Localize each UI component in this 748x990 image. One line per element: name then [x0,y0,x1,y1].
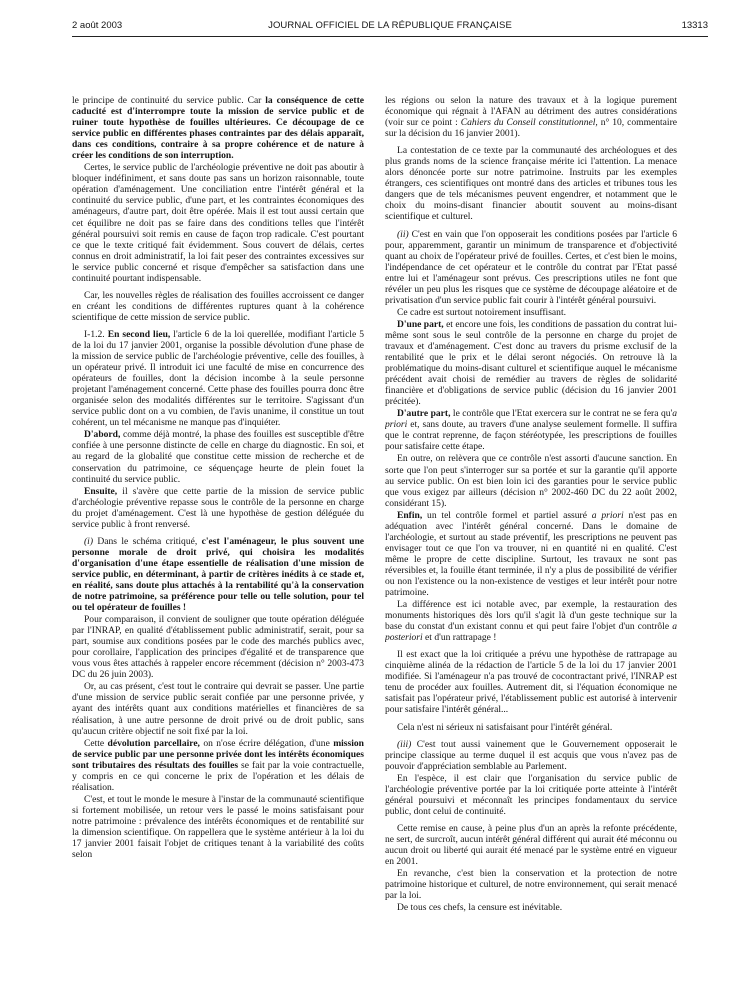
paragraph: Certes, le service public de l'archéologie préventive ne doit pas aboutir à bloquer indéfiniment, et sans doute pas sans un horizon raisonnable, toute opération d'aménagement. Une conciliation entre l'intérêt général et la continuité du service public, d'une part, et les contraintes économiques des aménageurs, d'autre part, doit être opérée. Mais il est tout aussi certain que cet équilibre ne doit pas se faire dans des conditions telles que l'intérêt général poursuivi soit remis en cause de façon trop radicale. C'est pourtant ce que le texte critiqué fait évidemment. Sous couvert de délais, certes connus en droit administratif, la loi fait peser des contraintes excessives sur le service public concerné et risque d'empêcher sa satisfaction dans une continuité pourtant indispensable. [72,162,364,284]
text-run: un tel contrôle formel et partiel assuré [422,509,592,521]
text-run: comme déjà montré, la phase des fouilles est susceptible d'être confiée à une personne distincte de celle en charge du diagnostic. En soi, et au regard de la globalité que constitue cette mission de recherche et de conservation du patrimoine, ce séquençage heurte de plein fouet la continuité du service public. [72,429,364,485]
paragraph [72,429,364,484]
paragraph: En revanche, c'est bien la conservation et la protection de notre patrimoine historique et culturel, de notre environnement, qui serait menacé par la loi. [385,868,677,902]
text-run: le principe de continuité du service public. Car [72,95,266,106]
left-column [72,95,364,985]
bold-text-run: c'est l'aménageur, le plus souvent une personne morale de droit privé, qui choisira les modalités d'organisation d'une étape essentielle de réalisation d'une mission de service public, en déterminant, à partir de critères inédits à ce stade et, en réalité, sans doute plus attachés à la rentabilité qu'à la conservation de notre patrimoine, sa préférence pour telle ou telle solution, pour tel ou tel opérateur de fouilles ! [72,535,364,614]
paragraph [385,510,677,598]
paragraph [385,739,677,772]
italic-text-run: a priori [385,408,677,431]
paragraph: Cette remise en cause, à peine plus d'un an après la refonte précédente, ne sert, de surcroît, aucun intérêt général différent qui aurait été méconnu ou aucun droit ou liberté qui aurait été menacé par le système entré en vigueur en 2001. [385,822,677,868]
text-run: et d'un rattrapage ! [422,632,497,644]
header-journal-title: JOURNAL OFFICIEL DE LA RÉPUBLIQUE FRANÇAISE [268,20,512,31]
header-rule [72,36,708,37]
paragraph [72,329,364,428]
text-run: C'est en vain que l'on opposerait les conditions posées par l'article 6 pour, apparemment, garantir un minimum de transparence et d'objectivité quant au choix de l'opérateur privé de fouilles. Certes, et c'est bien le moins, l'indépendance de cet opérateur et le contrôle du contrat par l'Etat passé entre lui et l'aménageur sont prévus. Ces prescriptions utiles ne font que révéler un peu plus les risques que ce système de découpage aléatoire et de privatisation d'un service public fait courir à l'intérêt général poursuivi. [385,228,677,306]
text-run: Cette [84,737,108,749]
paragraph [385,408,677,452]
bold-text-run: Enfin, [397,509,423,521]
paragraph [72,486,364,530]
italic-text-run: (i) [84,535,94,547]
paragraph: Ce cadre est surtout notoirement insuffisant. [397,306,566,318]
paragraph: Car, les nouvelles règles de réalisation des fouilles accroissent ce danger en créant les conditions de différentes ruptures quant à la cohérence scientifique de cette mission de service public. [72,289,364,323]
paragraph: De tous ces chefs, la censure est inévitable. [397,902,563,914]
bold-text-run: dévolution parcellaire, [107,737,200,749]
paragraph: C'est, et tout le monde le mesure à l'instar de la communauté scientifique si fortement mobilisée, un retour vers le passé le moins satisfaisant pour notre patrimoine : prévalence des intérêts économiques et de rentabilité sur la dimension scientifique. On rappellera que le système antérieur à la loi du 17 janvier 2001 faisait l'objet de critiques tenant à la variabilité des coûts selon [72,793,364,861]
paragraph [385,319,677,407]
italic-text-run: Cahiers du Conseil constitutionnel, [460,117,598,129]
text-run: il s'avère que cette partie de la mission de service public d'archéologie préventive repasse sous le contrôle de la personne en charge du projet d'aménagement. C'est là une hypothèse de gestion déléguée du service public à front renversé. [72,485,364,530]
italic-text-run: (ii) [397,228,409,240]
bold-text-run: mission de service public par une personne privée dont les intérêts économiques sont tributaires des résultats des fouilles [72,737,364,771]
paragraph: Cela n'est ni sérieux ni satisfaisant pour l'intérêt général. [397,721,613,733]
text-run: le contrôle que l'Etat exercera sur le contrat ne se fera qu' [450,408,673,420]
text-run: n° 10, commentaire sur la décision du 16 janvier 2001). [385,117,677,140]
paragraph [72,738,364,793]
text-run: La différence est ici notable avec, par exemple, la restauration des monuments historiques dès lors qu'il s'agit là d'un geste technique sur la base du constat d'un existant connu et qui peut faire l'objet d'un contrôle [385,599,677,633]
bold-text-run: En second lieu, [107,328,171,340]
bold-text-run: Ensuite, [84,485,118,497]
paragraph: En outre, on relèvera que ce contrôle n'est assorti d'aucune sanction. En sorte que l'on peut s'interroger sur sa portée et sur la garantie qu'il apporte au service public. On est bien loin ici des garanties pour le service public que vous exigez par ailleurs (décision n° 2002-460 DC du 22 août 2002, considérant 15). [385,453,677,509]
bold-text-run: D'autre part, [397,408,451,420]
paragraph: La contestation de ce texte par la communauté des archéologues et des plus grands noms de la science française mérite ici l'attention. La menace alors dénoncée porte sur notre patrimoine. Instruits par les exemples étrangers, ces scientifiques ont montré dans des articles et tribunes tous les dangers que de tels mécanismes peuvent engendrer, et notamment que le choix du moins-disant financier aboutit souvent au moins-disant scientifique et culturel. [385,145,677,223]
text-run: on n'ose écrire délégation, d'une [199,737,334,749]
text-run: les régions ou selon la nature des travaux et à la logique purement économique qui régnait à l'AFAN au détriment des autres considérations (voir sur ce point : [385,95,677,129]
italic-text-run: a priori [591,509,624,521]
paragraph: Il est exact que la loi critiquée a prévu une hypothèse de rattrapage au cinquième alinéa de la rédaction de l'article 5 de la loi du 17 janvier 2001 modifiée. Si l'aménageur n'a pas trouvé de cocontractant privé, l'INRAP est tenu de procéder aux fouilles. Autrement dit, si l'équation économique ne satisfait pas l'opérateur privé, l'établissement public est autorisé à intervenir pour satisfaire l'intérêt général... [385,649,677,716]
paragraph [72,95,364,161]
bold-text-run: D'abord, [84,429,121,441]
paragraph [385,95,677,139]
paragraph [72,536,364,613]
paragraph: Pour comparaison, il convient de souligner que toute opération déléguée par l'INRAP, en qualité d'établissement public administratif, serait, pour sa part, soumise aux conditions posées par le code des marchés publics avec, pour corollaire, l'application des principes d'égalité et de transparence que vous vous êtes attachés à rappeler encore récemment (décision n° 2003-473 DC du 26 juin 2003). [72,614,364,681]
paragraph: En l'espèce, il est clair que l'organisation du service public de l'archéologie préventive portée par la loi critiquée porte atteinte à l'intérêt général poursuivi et méconnaît les principes fondamentaux du service public, dont celui de continuité. [385,772,677,817]
text-run: et, sans doute, au travers d'une analyse seulement formelle. Il suffira que le contrat reprenne, de façon stéréotypée, les prescriptions de fouilles pour satisfaire cette étape. [385,419,677,453]
text-run: l'article 6 de la loi querellée, modifiant l'article 5 de la loi du 17 janvier 2001, organise la possible dévolution d'une phase de la mission de service public de l'archéologie préventive, celle des fouilles, à un opérateur privé. Il introduit ici une faculté de mise en concurrence des opérateurs de fouilles, dont la décision incombe à la seule personne projetant l'aménagement concerné. Cette phase des fouilles pourra donc être organisée selon des modalités différentes sur le territoire. S'agissant d'un service public dont on a vu combien, de l'avis unanime, il constitue un tout cohérent, un tel mécanisme ne manque pas d'inquiéter. [72,328,364,429]
text-run: C'est tout aussi vainement que le Gouvernement opposerait le principe classique au terme duquel il est acquis que vous n'avez pas de pouvoir d'appréciation semblable au Parlement. [385,738,677,772]
paragraph: Or, au cas présent, c'est tout le contraire qui devrait se passer. Une partie d'une mission de service public serait confiée par une personne privée, y ayant des intérêts quant aux conditions matérielles et financières de sa réalisation, à une autre personne de droit privé ou de droit public, sans qu'aucun critère objectif ne soit fixé par la loi. [72,681,364,737]
bold-text-run: la conséquence de cette caducité est d'interrompre toute la mission de service public et de ruiner toute hypothèse de fouilles ultérieures. Ce découpage de ce service public en différentes phases contraintes par des délais apparaît, dans ces conditions, contraire à sa propre cohérence et de nature à créer les conditions de son interruption. [72,95,364,162]
bold-text-run: D'une part, [397,318,444,330]
paragraph [385,599,677,643]
text-run: Dans le schéma critiqué, [93,535,202,547]
section-number: I-1.2. [84,328,108,340]
header-date: 2 août 2003 [72,20,123,31]
text-run: n'est pas en adéquation avec l'intérêt général concerné. Dans le domaine de l'archéologie, et surtout au stade préventif, les prescriptions ne peuvent pas envisager tout ce que l'on va trouver, ni en quantité ni en qualité. C'est même le propre de cette discipline. Surtout, les travaux ne sont pas réversibles et, la fouille étant terminée, il n'y a plus de possibilité de vérifier ou non l'existence ou la non-existence de vestiges et leur intérêt pour notre patrimoine. [385,509,677,599]
italic-text-run: (iii) [397,738,412,750]
text-run: et encore une fois, les conditions de passation du contrat lui-même sont sous le seul contrôle de la personne en charge du projet de travaux et d'aménagement. C'est donc au travers du prisme exclusif de la rentabilité que le prix et le délai seront négociés. On retrouve là la problématique du moins-disant culturel et scientifique auquel le mécanisme précédent avait choisi de remédier au travers de règles de solidarité financière et d'obligations de service public (décision du 16 janvier 2001 précitée). [385,318,677,408]
paragraph [385,229,677,306]
text-run: se fait par la voie contractuelle, y compris en ce qui concerne le prix de l'opération et les délais de réalisation. [72,759,364,793]
header-page-number: 13313 [681,20,708,31]
italic-text-run: a posteriori [385,621,677,644]
right-column [385,95,677,985]
